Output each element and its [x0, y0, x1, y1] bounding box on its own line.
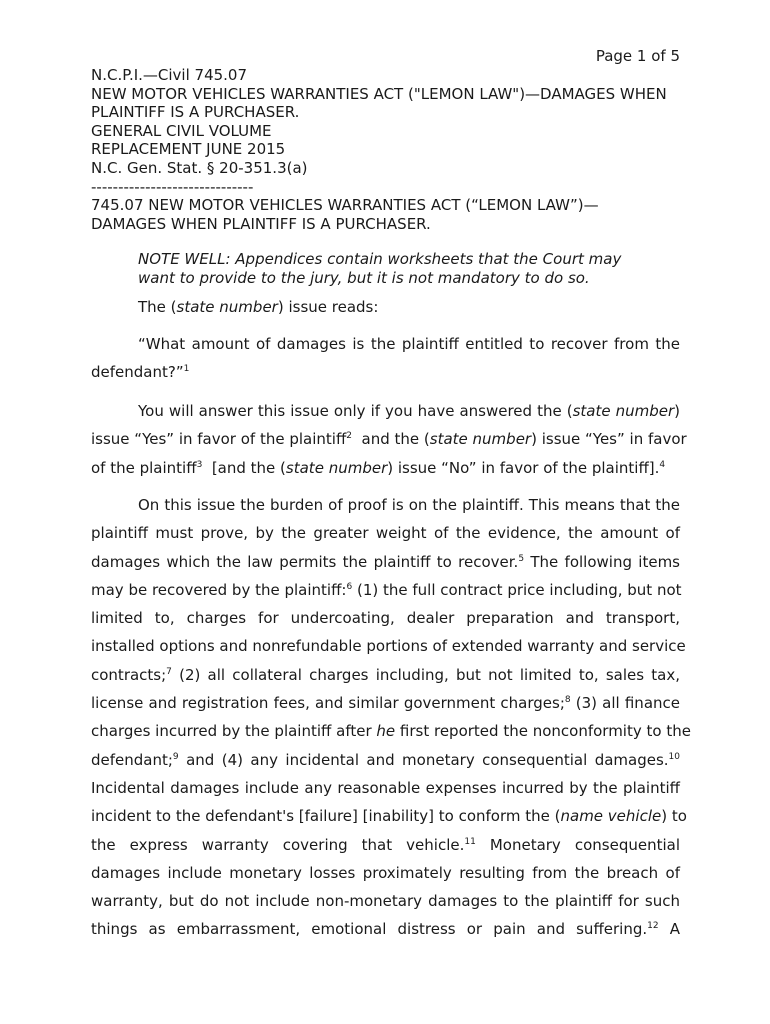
text: first reported the nonconformity to the	[395, 722, 691, 741]
text: )	[674, 402, 681, 420]
section-title-line-2: DAMAGES WHEN PLAINTIFF IS A PURCHASER.	[91, 214, 431, 233]
burden-line-4	[91, 576, 680, 604]
burden-line-14	[91, 859, 680, 887]
footnote-ref: 10	[668, 751, 680, 762]
text-em: state number	[429, 430, 532, 449]
text: may be recovered by the plaintiff:	[91, 580, 347, 599]
answer-line-2	[91, 425, 687, 453]
header-line-citation: N.C.P.I.—Civil 745.07	[91, 66, 248, 84]
burden-line-11	[91, 774, 680, 802]
burden-line-16	[91, 915, 680, 943]
text: The following items	[524, 552, 680, 571]
header-line-title: NEW MOTOR VEHICLES WARRANTIES ACT ("LEMON LAW")—DAMAGES WHEN	[91, 84, 667, 103]
burden-line-15	[91, 887, 680, 915]
note-line-2: want to provide to the jury, but it is not mandatory to do so.	[138, 268, 590, 287]
note-line-1: NOTE WELL: Appendices contain worksheets that the Court may	[138, 250, 622, 268]
footnote-ref: 6	[346, 581, 353, 592]
text: You will answer this issue only if you have answered the (	[138, 402, 573, 420]
text-em: state number	[572, 402, 675, 420]
footnote-ref: 5	[518, 553, 525, 564]
text: ) issue “No” in favor of the plaintiff].	[387, 458, 660, 477]
text: On this issue the burden of proof is on the plaintiff. This means that the	[138, 496, 680, 514]
burden-line-2	[91, 519, 680, 547]
text: A	[658, 920, 680, 939]
answer-line-3	[91, 454, 680, 482]
text: and (4) any incidental and monetary consequential damages.	[178, 750, 669, 769]
answer-paragraph	[91, 397, 687, 482]
header-line-statute: N.C. Gen. Stat. § 20-351.3(a)	[91, 158, 308, 177]
burden-line-13	[91, 831, 680, 859]
text: defendant;	[91, 750, 173, 769]
footnote-ref: 11	[464, 836, 476, 847]
text-em: name vehicle	[560, 807, 662, 826]
issue-reads-pre: The (	[138, 298, 177, 316]
text: (2) all collateral charges including, but not limited to, sales tax,	[171, 665, 680, 684]
text: issue “Yes” in favor of the plaintiff	[91, 430, 347, 449]
text: warranty, but do not include non-monetary damages to the plaintiff for such	[91, 892, 680, 911]
issue-reads-em: state number	[176, 298, 278, 316]
text: limited to, charges for undercoating, dealer preparation and transport,	[91, 609, 680, 628]
section-title	[91, 196, 691, 233]
header-line-title-cont: PLAINTIFF IS A PURCHASER.	[91, 103, 300, 122]
issue-reads-line	[138, 297, 378, 317]
text: license and registration fees, and similar government charges;	[91, 694, 565, 713]
burden-line-7	[91, 661, 680, 689]
burden-line-3	[91, 548, 680, 576]
page-number: Page 1 of 5	[595, 47, 680, 65]
text: contracts;	[91, 665, 167, 684]
header-line-replacement: REPLACEMENT JUNE 2015	[91, 140, 286, 159]
footnote-ref: 3	[196, 459, 203, 470]
burden-line-10	[91, 746, 680, 774]
footnote-ref: 9	[172, 751, 179, 762]
section-title-line-1: 745.07 NEW MOTOR VEHICLES WARRANTIES ACT (“LEMON LAW”)—	[91, 196, 599, 214]
question-line-1: “What amount of damages is the plaintiff entitled to recover from the	[138, 335, 680, 353]
text: charges incurred by the plaintiff after	[91, 722, 377, 741]
text: things as embarrassment, emotional distress or pain and suffering.	[91, 920, 648, 939]
text: installed options and nonrefundable portions of extended warranty and service	[91, 637, 686, 656]
text: of the plaintiff	[91, 458, 197, 477]
text: Monetary consequential	[475, 835, 680, 854]
note-well	[138, 250, 678, 287]
question-text: defendant?”	[91, 363, 184, 382]
text: damages which the law permits the plaintiff to recover.	[91, 552, 519, 571]
text-em: state number	[285, 458, 388, 477]
text: plaintiff must prove, by the greater weight of the evidence, the amount of	[91, 524, 680, 543]
issue-reads-post: ) issue reads:	[277, 298, 379, 316]
text: [and the (	[202, 458, 286, 477]
text: (3) all finance	[570, 694, 680, 713]
text: ) issue “Yes” in favor	[531, 430, 687, 449]
burden-line-12	[91, 802, 687, 830]
footnote-ref: 7	[166, 666, 172, 677]
text: ) to	[661, 807, 687, 826]
footnote-ref: 2	[346, 431, 353, 442]
text: damages include monetary losses proximately resulting from the breach of	[91, 863, 680, 882]
footnote-ref: 1	[183, 364, 190, 375]
document-header	[91, 66, 691, 196]
text: and the (	[352, 430, 430, 449]
burden-line-6	[91, 632, 686, 660]
text-em: he	[376, 722, 396, 741]
text: the express warranty covering that vehicle.	[91, 835, 465, 854]
footnote-ref: 8	[564, 695, 571, 706]
burden-line-8	[91, 689, 680, 717]
burden-line-5	[91, 604, 680, 632]
burden-line-1	[91, 491, 680, 519]
text: (1) the full contract price including, but not	[352, 580, 682, 599]
text: incident to the defendant's [failure] [inability] to conform the (	[91, 807, 561, 826]
header-divider: ------------------------------	[91, 177, 254, 196]
issue-question	[91, 330, 680, 387]
header-line-volume: GENERAL CIVIL VOLUME	[91, 121, 272, 140]
burden-line-9	[91, 717, 691, 745]
footnote-ref: 12	[647, 921, 659, 932]
answer-line-1	[91, 397, 680, 425]
burden-paragraph	[91, 491, 691, 944]
text: Incidental damages include any reasonable expenses incurred by the plaintiff	[91, 778, 680, 797]
question-line-2	[91, 358, 680, 386]
footnote-ref: 4	[659, 459, 666, 470]
